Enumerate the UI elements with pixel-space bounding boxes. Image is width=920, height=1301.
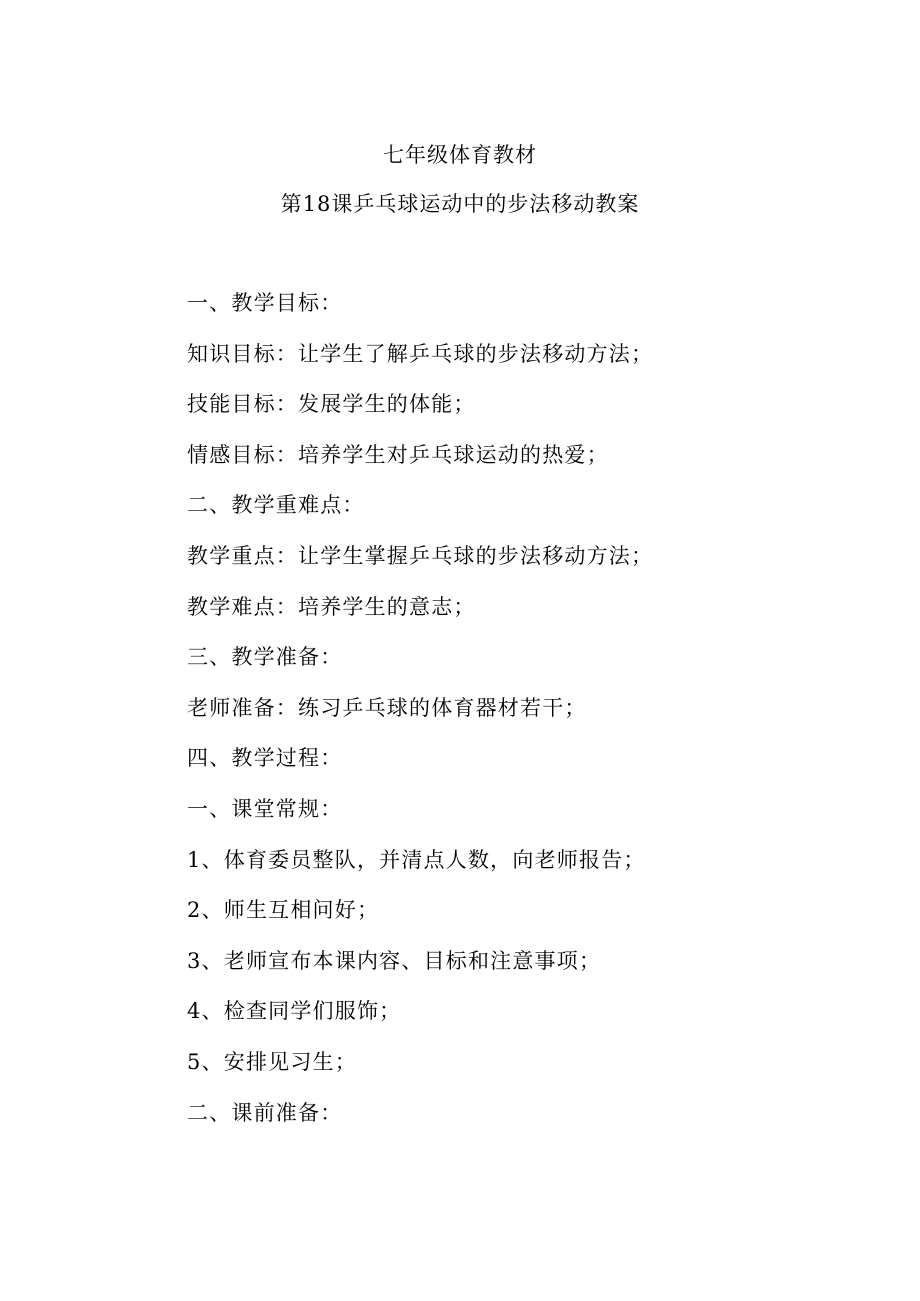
paragraph-emotion-objective: 情感目标：培养学生对乒乓球运动的热爱； [187,442,609,467]
section-heading-key-points: 二、教学重难点： [187,493,365,518]
document-title: 七年级体育教材 [383,143,537,167]
list-item: 1、体育委员整队，并清点人数，向老师报告； [187,847,646,872]
subsection-heading-pre-class: 二、课前准备： [187,1100,343,1125]
list-item: 5、安排见习生； [187,1049,357,1074]
list-item: 3、老师宣布本课内容、目标和注意事项； [187,948,602,973]
paragraph-difficulty: 教学难点：培养学生的意志； [187,594,476,619]
paragraph-skill-objective: 技能目标：发展学生的体能； [187,392,476,417]
list-item: 2、师生互相问好； [187,898,380,923]
subsection-heading-routine: 一、课堂常规： [187,796,343,821]
section-heading-objectives: 一、教学目标： [187,291,343,315]
paragraph-teacher-preparation: 老师准备：练习乒乓球的体育器材若干； [187,695,587,720]
section-heading-preparation: 三、教学准备： [187,645,343,670]
paragraph-key-point: 教学重点：让学生掌握乒乓球的步法移动方法； [187,543,654,568]
paragraph-knowledge-objective: 知识目标：让学生了解乒乓球的步法移动方法； [187,341,654,366]
document-body [187,290,887,1150]
section-heading-process: 四、教学过程： [187,746,343,771]
list-item: 4、检查同学们服饰； [187,999,402,1024]
document-subtitle: 第18课乒乓球运动中的步法移动教案 [280,192,640,216]
